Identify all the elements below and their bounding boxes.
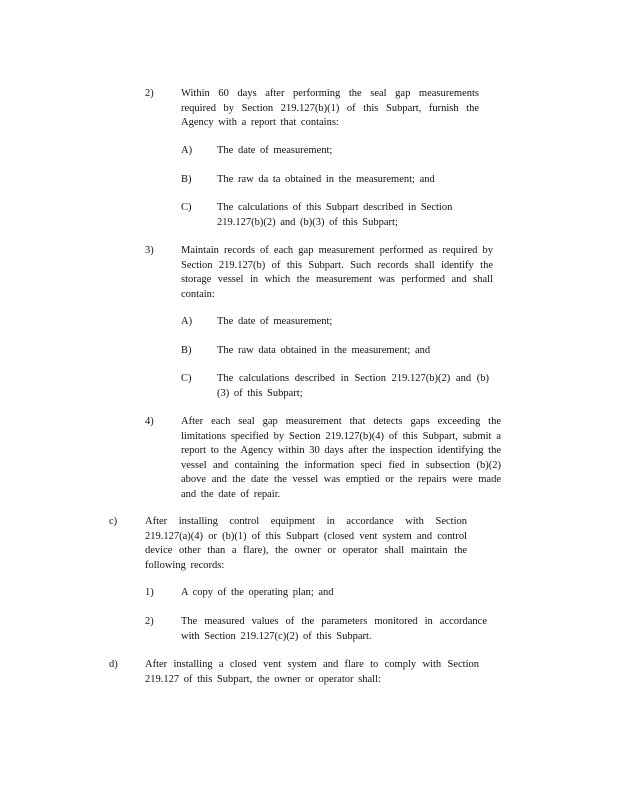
section-text: After installing control equipment in accordance with Section 219.127(a)(4) or (b)(1) of this Subpart (closed vent system and control device other than a flare), the owner or operator shall maintain the following records: bbox=[145, 516, 467, 571]
subparagraph-marker: C) bbox=[181, 373, 192, 384]
subparagraph-marker: B) bbox=[181, 174, 192, 185]
paragraph-marker: 4) bbox=[145, 416, 154, 427]
paragraph-marker: 3) bbox=[145, 245, 154, 256]
section-marker: d) bbox=[109, 659, 118, 670]
paragraph-marker: 1) bbox=[145, 587, 154, 598]
subparagraph-marker: A) bbox=[181, 145, 193, 156]
paragraph-marker: 2) bbox=[145, 88, 154, 99]
section-text: After installing a closed vent system and flare to comply with Section 219.127 of this Subpart, the owner or operator shall: bbox=[145, 659, 479, 685]
subparagraph-text: The raw data obtained in the measurement; and bbox=[217, 345, 431, 356]
subparagraph-text: The date of measurement; bbox=[217, 316, 333, 327]
subparagraph-text: The calculations of this Subpart described in Section 219.127(b)(2) and (b)(3) of this Subpart; bbox=[217, 202, 453, 228]
subparagraph-text: The calculations described in Section 219.127(b)(2) and (b)(3) of this Subpart; bbox=[217, 373, 489, 399]
subparagraph-text: The raw da ta obtained in the measurement; and bbox=[217, 174, 435, 185]
subparagraph-marker: A) bbox=[181, 316, 193, 327]
paragraph-text: Within 60 days after performing the seal gap measurements required by Section 219.127(b)(1) of this Subpart, furnish the Agency with a report that contains: bbox=[181, 88, 479, 128]
paragraph-text: After each seal gap measurement that detects gaps exceeding the limitations specified by Section 219.127(b)(4) of this Subpart, submit a report to the Agency within 30 days after the inspection identifying the vessel and containing the information speci fied in subsection (b)(2) above and the date the vessel was emptied or the repairs were made and the date of repair. bbox=[181, 416, 501, 500]
section-marker: c) bbox=[109, 516, 118, 527]
subparagraph-text: The date of measurement; bbox=[217, 145, 333, 156]
paragraph-text: A copy of the operating plan; and bbox=[181, 587, 334, 598]
paragraph-text: Maintain records of each gap measurement performed as required by Section 219.127(b) of this Subpart. Such records shall identify the storage vessel in which the measurement was performed and shall contain: bbox=[181, 245, 493, 300]
subparagraph-marker: B) bbox=[181, 345, 192, 356]
paragraph-marker: 2) bbox=[145, 616, 154, 627]
paragraph-text: The measured values of the parameters monitored in accordance with Section 219.127(c)(2) of this Subpart. bbox=[181, 616, 487, 642]
subparagraph-marker: C) bbox=[181, 202, 192, 213]
